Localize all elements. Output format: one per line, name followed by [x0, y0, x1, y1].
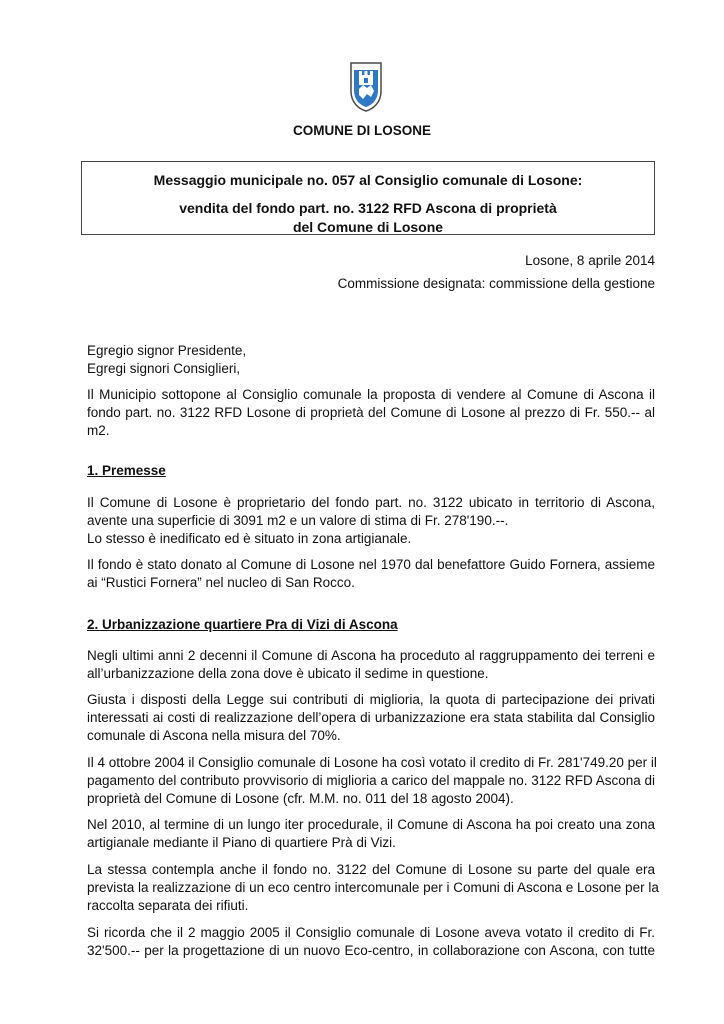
message-title: Messaggio municipale no. 057 al Consiglio comunale di Losone:	[153, 172, 583, 188]
paragraph-line: all’urbanizzazione della zona dove è ubicato il sedime in questione.	[87, 666, 489, 681]
losone-coat-of-arms-icon	[349, 61, 383, 113]
paragraph-line: proprietà del Comune di Losone (cfr. M.M. no. 011 del 18 agosto 2004).	[87, 791, 514, 806]
paragraph-line: ai “Rustici Fornera” nel nucleo di San Rocco.	[87, 575, 355, 590]
paragraph-line: avente una superficie di 3091 m2 e un valore di stima di Fr. 278'190.--.	[87, 513, 509, 528]
section-2-paragraph-2	[87, 691, 655, 745]
designated-commission: Commissione designata: commissione della gestione	[337, 276, 655, 291]
paragraph-line: Si ricorda che il 2 maggio 2005 il Consiglio comunale di Losone aveva votato il credito di Fr.	[87, 925, 655, 940]
subtitle-line: del Comune di Losone	[292, 219, 444, 235]
section-2-paragraph-3	[87, 754, 655, 808]
paragraph-line: Il Municipio sottopone al Consiglio comunale la proposta di vendere al Comune di Ascona il	[87, 387, 655, 402]
paragraph-line: prevista la realizzazione di un eco centro intercomunale per i Comuni di Ascona e Losone per la	[87, 880, 659, 895]
paragraph-line: Giusta i disposti della Legge sui contributi di miglioria, la quota di partecipazione dei privati	[87, 692, 655, 707]
section-1-paragraph-1	[87, 494, 655, 548]
section-2-paragraph-6	[87, 924, 655, 960]
paragraph-line: fondo part. no. 3122 RFD Losone di proprietà del Comune di Losone al prezzo di Fr. 550.-- al	[87, 405, 655, 420]
paragraph-line: Il fondo è stato donato al Comune di Losone nel 1970 dal benefattore Guido Fornera, assieme	[87, 557, 655, 572]
paragraph-line: Negli ultimi anni 2 decenni il Comune di Ascona ha proceduto al raggruppamento dei terreni e	[87, 648, 655, 663]
intro-paragraph	[87, 386, 655, 440]
salutation-line: Egregi signori Consiglieri,	[87, 361, 241, 376]
paragraph-line: Nel 2010, al termine di un lungo iter procedurale, il Comune di Ascona ha poi creato una zona	[87, 817, 655, 832]
paragraph-line: comunale di Ascona nella misura del 70%.	[87, 728, 341, 743]
section-1-paragraph-2	[87, 556, 655, 592]
section-1-heading: 1. Premesse	[87, 463, 166, 478]
salutation	[87, 342, 655, 378]
paragraph-line: m2.	[87, 423, 110, 438]
municipality-name: COMUNE DI LOSONE	[292, 123, 431, 138]
place-date: Losone, 8 aprile 2014	[525, 253, 655, 268]
section-2-paragraph-1	[87, 647, 655, 683]
section-2-heading: 2. Urbanizzazione quartiere Pra di Vizi di Ascona	[87, 617, 398, 632]
paragraph-line: interessati ai costi di realizzazione dell’opera di urbanizzazione era stata stabilita dal Consiglio	[87, 710, 655, 725]
title-box	[81, 161, 655, 235]
paragraph-line: Lo stesso è inedificato ed è situato in zona artigianale.	[87, 531, 412, 546]
section-2-paragraph-4	[87, 816, 655, 852]
paragraph-line: 32'500.-- per la progettazione di un nuovo Eco-centro, in collaborazione con Ascona, con tutte	[87, 943, 655, 958]
salutation-line: Egregio signor Presidente,	[87, 343, 247, 358]
paragraph-line: artigianale mediante il Piano di quartiere Prà di Vizi.	[87, 835, 396, 850]
message-subtitle	[82, 199, 654, 237]
section-2-paragraph-5	[87, 861, 659, 915]
paragraph-line: pagamento del contributo provvisorio di miglioria a carico del mappale no. 3122 RFD Ascona di	[87, 773, 656, 788]
paragraph-line: Il 4 ottobre 2004 il Consiglio comunale di Losone ha così votato il credito di Fr. 281'749.20 per il	[87, 755, 657, 770]
subtitle-line: vendita del fondo part. no. 3122 RFD Ascona di proprietà	[179, 200, 557, 216]
paragraph-line: raccolta separata dei rifiuti.	[87, 898, 249, 913]
paragraph-line: Il Comune di Losone è proprietario del fondo part. no. 3122 ubicato in territorio di Ascona,	[87, 495, 655, 510]
paragraph-line: La stessa contempla anche il fondo no. 3122 del Comune di Losone su parte del quale era	[87, 862, 655, 877]
